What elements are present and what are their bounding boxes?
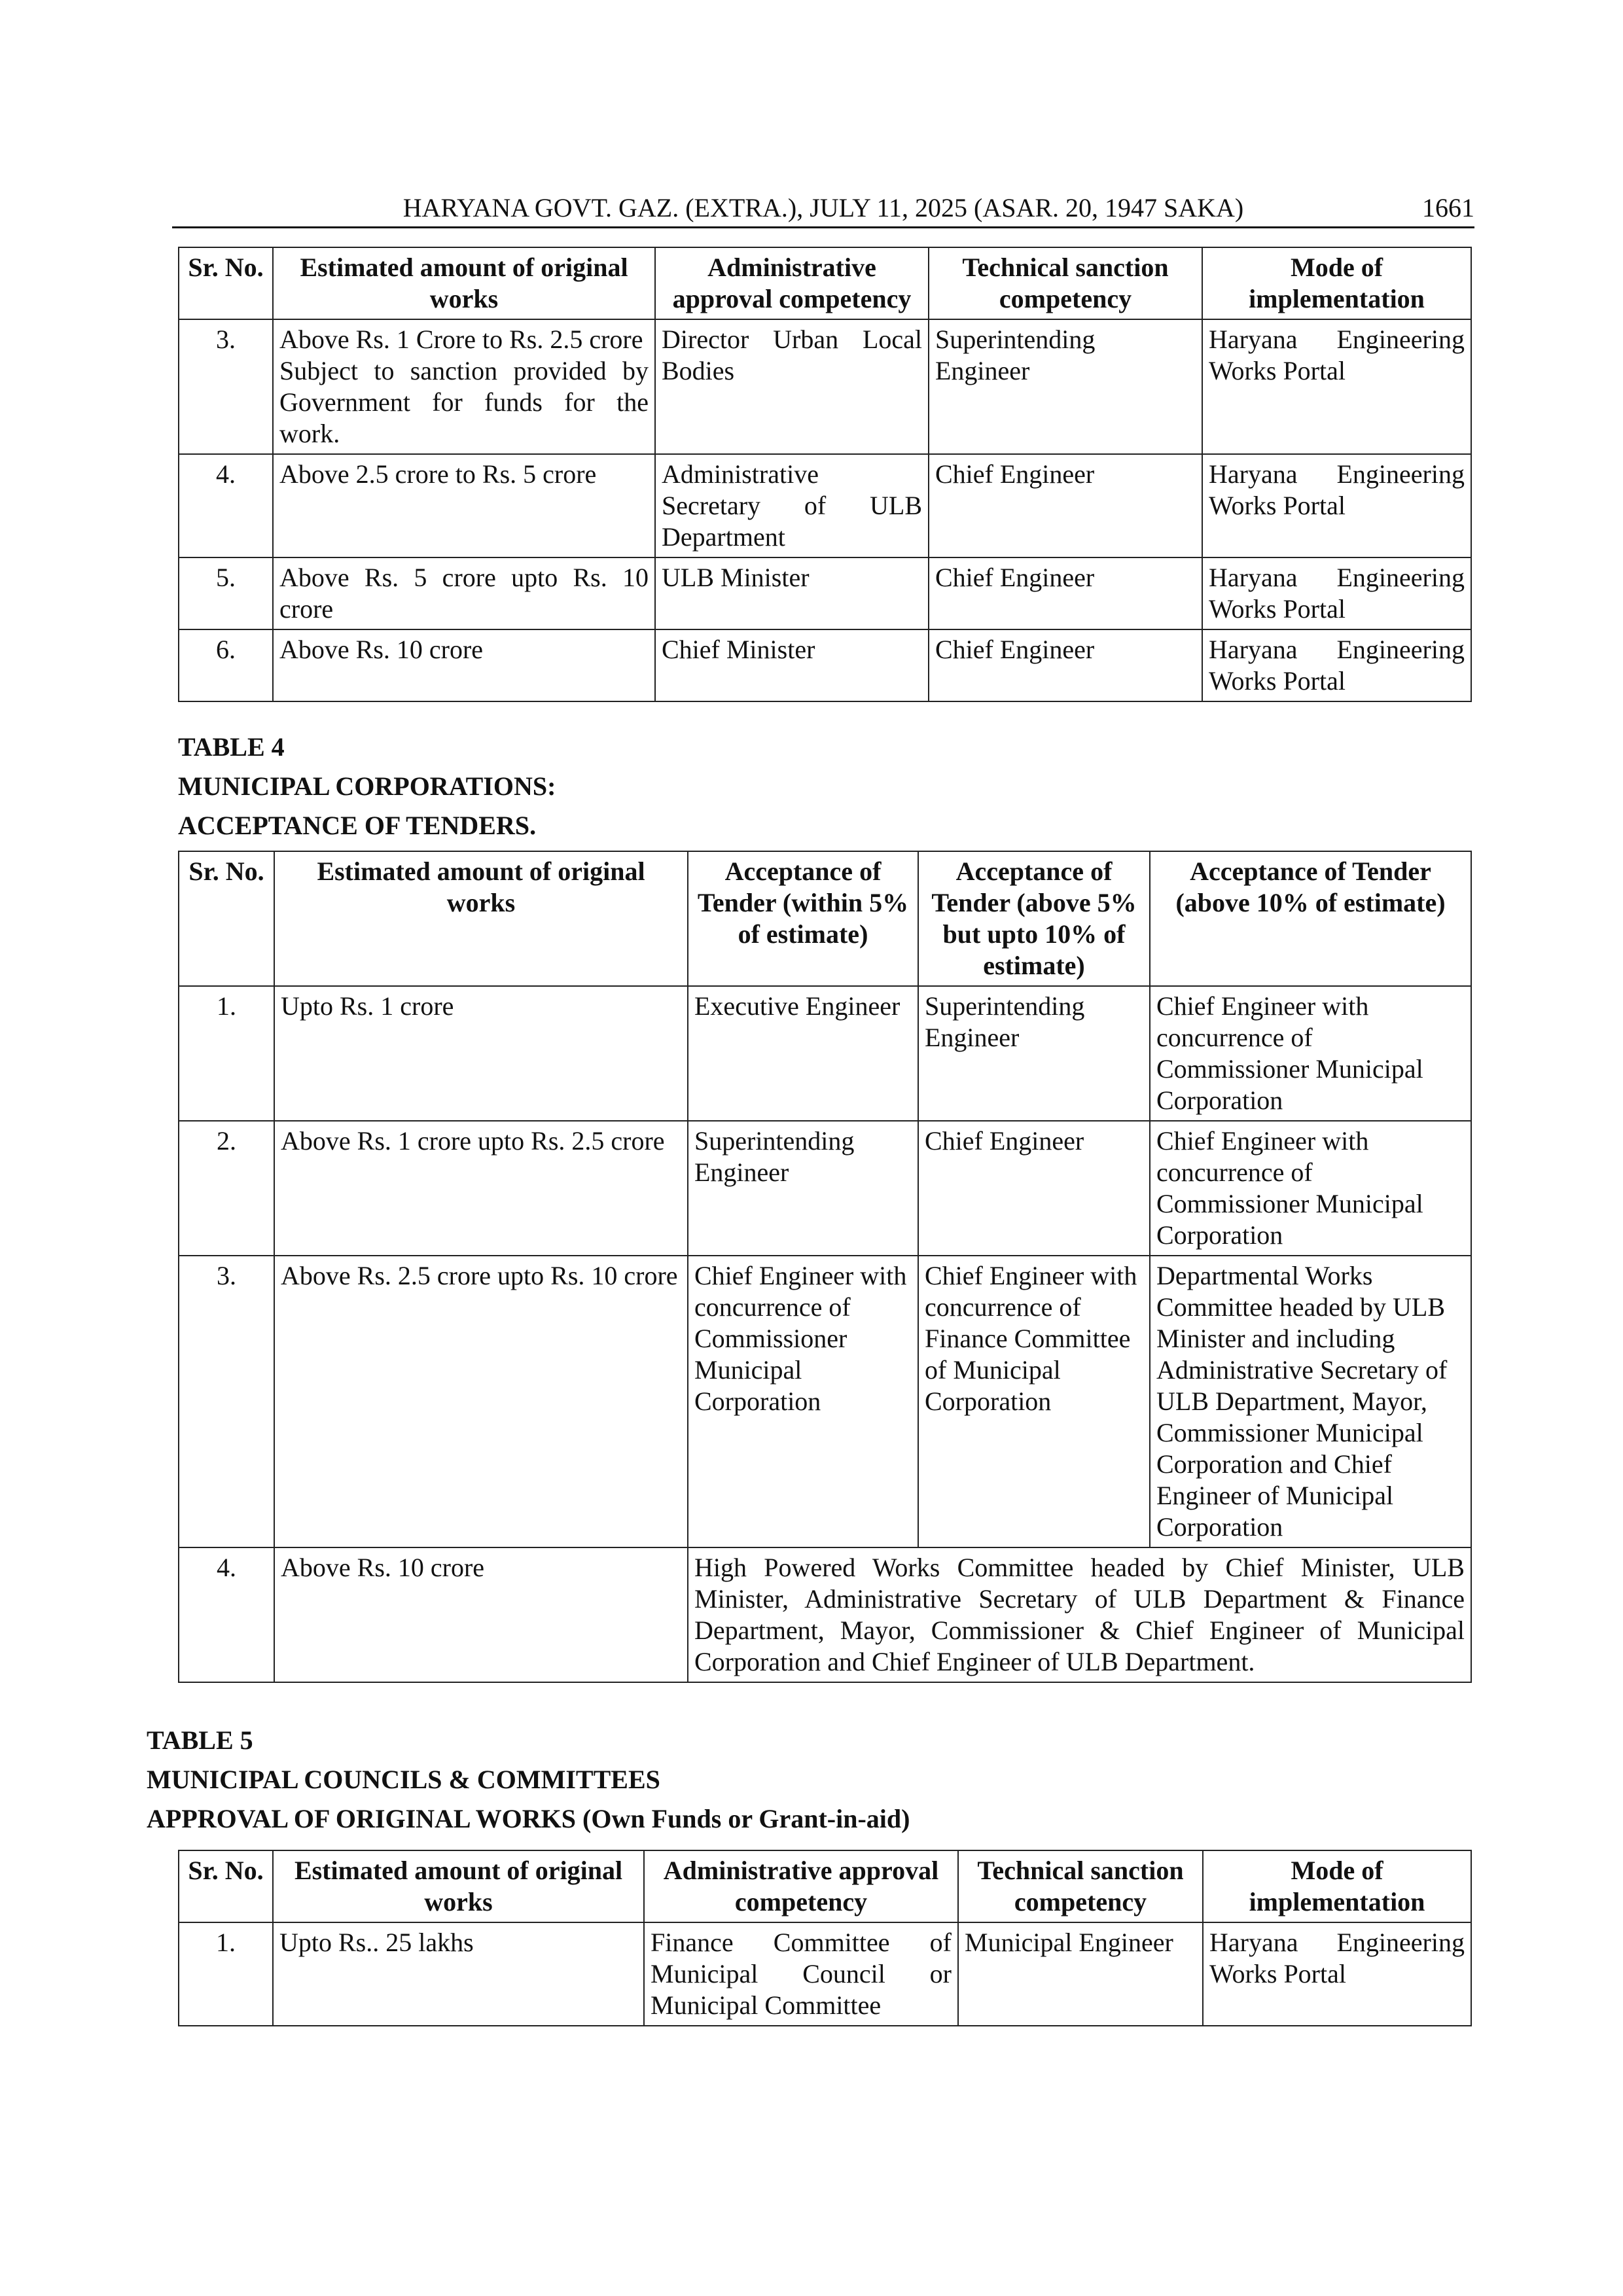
cell-within-5: Superintending Engineer xyxy=(688,1121,918,1256)
table-header-row xyxy=(179,851,1471,986)
table-row xyxy=(179,1256,1471,1547)
header-amount: Estimated amount of original works xyxy=(273,1850,644,1922)
table-row xyxy=(179,986,1471,1121)
header-amount: Estimated amount of original works xyxy=(274,851,688,986)
cell-within-5: Chief Engineer with concurrence of Commissioner Municipal Corporation xyxy=(688,1256,918,1547)
cell-sr: 1. xyxy=(179,1922,273,2026)
header-mode: Mode of implementation xyxy=(1202,247,1471,319)
cell-mode: Haryana Engineering Works Portal xyxy=(1202,557,1471,629)
caption-line: MUNICIPAL CORPORATIONS: xyxy=(178,771,556,801)
table-row xyxy=(179,454,1471,557)
table4-tenders xyxy=(178,851,1472,1683)
cell-tech: Superintending Engineer xyxy=(929,319,1202,454)
header-admin-approval: Administrative approval competency xyxy=(644,1850,958,1922)
table-row xyxy=(179,629,1471,701)
cell-sr: 4. xyxy=(179,454,273,557)
table-row xyxy=(179,319,1471,454)
table-header-row xyxy=(179,247,1471,319)
cell-sr: 1. xyxy=(179,986,274,1121)
cell-above-10: Departmental Works Committee headed by ULB Minister and including Administrative Secretary of ULB Department, Mayor, Commissioner Municipal Corporation and Chief Engineer of Municipal Corporation xyxy=(1150,1256,1471,1547)
cell-amount: Above Rs. 5 crore upto Rs. 10 crore xyxy=(273,557,655,629)
table-row xyxy=(179,1922,1471,2026)
cell-mode: Haryana Engineering Works Portal xyxy=(1202,629,1471,701)
page-header xyxy=(172,190,1474,228)
amount-note: Subject to sanction provided by Government for funds for the work. xyxy=(279,356,649,448)
cell-above-10: Chief Engineer with concurrence of Commissioner Municipal Corporation xyxy=(1150,986,1471,1121)
cell-amount: Above Rs. 10 crore xyxy=(274,1547,688,1682)
header-admin-approval: Administrative approval competency xyxy=(655,247,929,319)
cell-sr: 3. xyxy=(179,319,273,454)
header-technical-sanction: Technical sanction competency xyxy=(929,247,1202,319)
header-above-10: Acceptance of Tender (above 10% of estimate) xyxy=(1150,851,1471,986)
cell-5-to-10: Chief Engineer xyxy=(918,1121,1150,1256)
table4-caption xyxy=(178,728,556,845)
header-sr-no: Sr. No. xyxy=(179,247,273,319)
table-row xyxy=(179,557,1471,629)
amount-text: Above Rs. 1 Crore to Rs. 2.5 crore xyxy=(279,325,643,354)
header-within-5: Acceptance of Tender (within 5% of estimate) xyxy=(688,851,918,986)
cell-mode: Haryana Engineering Works Portal xyxy=(1202,319,1471,454)
cell-amount: Above 2.5 crore to Rs. 5 crore xyxy=(273,454,655,557)
header-sr-no: Sr. No. xyxy=(179,1850,273,1922)
cell-sr: 6. xyxy=(179,629,273,701)
caption-line: ACCEPTANCE OF TENDERS. xyxy=(178,811,537,840)
caption-line: APPROVAL OF ORIGINAL WORKS (Own Funds or Grant-in-aid) xyxy=(147,1804,910,1833)
header-technical-sanction: Technical sanction competency xyxy=(958,1850,1203,1922)
caption-line: TABLE 5 xyxy=(147,1725,253,1755)
caption-line: TABLE 4 xyxy=(178,732,285,762)
header-sr-no: Sr. No. xyxy=(179,851,274,986)
cell-admin: Director Urban Local Bodies xyxy=(655,319,929,454)
cell-within-5: Executive Engineer xyxy=(688,986,918,1121)
table-row xyxy=(179,1121,1471,1256)
table-header-row xyxy=(179,1850,1471,1922)
cell-sr: 5. xyxy=(179,557,273,629)
header-5-to-10: Acceptance of Tender (above 5% but upto 10% of estimate) xyxy=(918,851,1150,986)
cell-amount: Above Rs. 2.5 crore upto Rs. 10 crore xyxy=(274,1256,688,1547)
cell-tech: Municipal Engineer xyxy=(958,1922,1203,2026)
cell-amount xyxy=(273,319,655,454)
cell-sr: 2. xyxy=(179,1121,274,1256)
cell-sr: 4. xyxy=(179,1547,274,1682)
cell-admin: Finance Committee of Municipal Council or Municipal Committee xyxy=(644,1922,958,2026)
header-mode: Mode of implementation xyxy=(1203,1850,1471,1922)
cell-amount: Upto Rs.. 25 lakhs xyxy=(273,1922,644,2026)
table3-approval xyxy=(178,247,1472,702)
cell-sr: 3. xyxy=(179,1256,274,1547)
cell-tech: Chief Engineer xyxy=(929,629,1202,701)
cell-tech: Chief Engineer xyxy=(929,557,1202,629)
cell-merged-committee: High Powered Works Committee headed by Chief Minister, ULB Minister, Administrative Secretary of ULB Department & Finance Department, Mayor, Commissioner & Chief Engineer of Municipal Corporation and Chief Engineer of ULB Department. xyxy=(688,1547,1471,1682)
table5-approval xyxy=(178,1850,1472,2026)
table-row xyxy=(179,1547,1471,1682)
cell-amount: Upto Rs. 1 crore xyxy=(274,986,688,1121)
gazette-title: HARYANA GOVT. GAZ. (EXTRA.), JULY 11, 2025 (ASAR. 20, 1947 SAKA) xyxy=(402,193,1244,222)
cell-admin: Chief Minister xyxy=(655,629,929,701)
cell-5-to-10: Chief Engineer with concurrence of Finance Committee of Municipal Corporation xyxy=(918,1256,1150,1547)
caption-line: MUNICIPAL COUNCILS & COMMITTEES xyxy=(147,1765,660,1794)
cell-admin: ULB Minister xyxy=(655,557,929,629)
cell-mode: Haryana Engineering Works Portal xyxy=(1203,1922,1471,2026)
header-amount: Estimated amount of original works xyxy=(273,247,655,319)
cell-mode: Haryana Engineering Works Portal xyxy=(1202,454,1471,557)
table5-caption xyxy=(147,1721,910,1839)
cell-admin: Administrative Secretary of ULB Department xyxy=(655,454,929,557)
page-number: 1661 xyxy=(1422,193,1474,222)
cell-tech: Chief Engineer xyxy=(929,454,1202,557)
cell-amount: Above Rs. 1 crore upto Rs. 2.5 crore xyxy=(274,1121,688,1256)
cell-amount: Above Rs. 10 crore xyxy=(273,629,655,701)
cell-5-to-10: Superintending Engineer xyxy=(918,986,1150,1121)
cell-above-10: Chief Engineer with concurrence of Commissioner Municipal Corporation xyxy=(1150,1121,1471,1256)
